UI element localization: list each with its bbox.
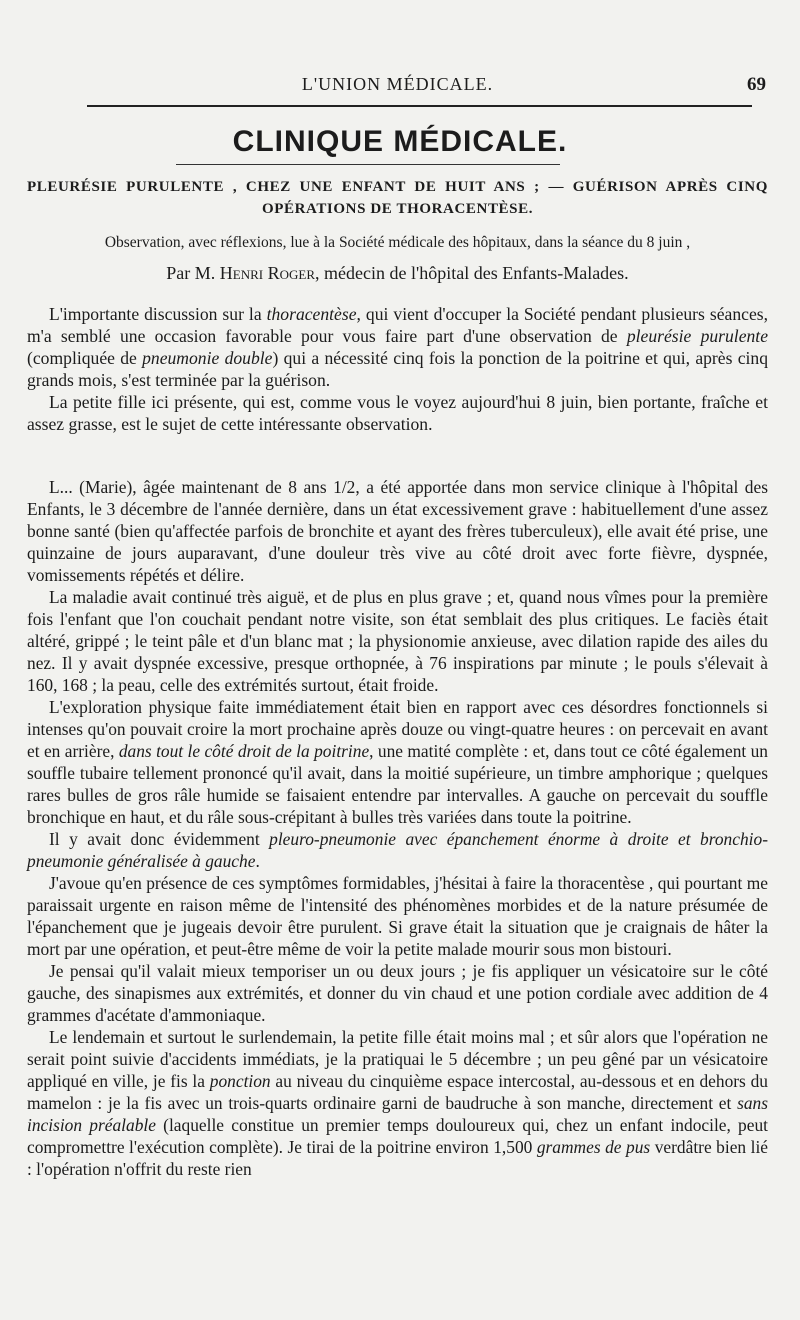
text-run: Il y avait donc évidemment <box>49 829 270 849</box>
italic-run: sans incision préalable <box>27 1093 768 1135</box>
running-title: L'UNION MÉDICALE. <box>301 74 494 94</box>
author-name: Henri Roger <box>219 263 316 283</box>
text-run: (compliquée de <box>27 348 143 368</box>
text-run: L'importante discussion sur la <box>49 304 267 324</box>
intro-text <box>27 303 768 435</box>
text-run: (laquelle constitue un premier temps douloureux qui, chez un enfant indocile, peut compromettre l'exécution complète). Je tirai de la poitrine environ 1,500 <box>27 1115 769 1157</box>
text-run: L'exploration physique faite immédiatement était bien en rapport avec ces désordres fonctionnels si intenses qu'on pouvait croire la mort prochaine après douze ou vingt-quatre heures : on percevait en avant et en arrière, <box>27 697 768 761</box>
article-subtitle: Observation, avec réflexions, lue à la Société médicale des hôpitaux, dans la séance du 8 juin , <box>104 234 691 251</box>
italic-run: thoracentèse <box>266 304 357 324</box>
italic-run: pneumonie double <box>142 348 273 368</box>
italic-run: dans tout le côté droit de la poitrine <box>118 741 370 761</box>
byline <box>27 262 768 284</box>
italic-run: grammes de pus <box>536 1137 651 1157</box>
text-run: Le lendemain et surtout le surlendemain, la petite fille était moins mal ; et sûr alors que l'opération ne serait point suivie d'accidents immédiats, je la pratiquai le 5 décembre ; un peu gêné par un vésicatoire appliqué en ville, je fis la <box>27 1027 768 1091</box>
page-number: 69 <box>747 74 766 95</box>
paragraph-course: La maladie avait continué très aiguë, et de plus en plus grave ; et, quand nous vîmes pour la première fois l'enfant que l'on couchait pendant notre visite, son état semblait des plus critiques. Le faciès était altéré, grippé ; le teint pâle et d'un blanc mat ; la physionomie anxieuse, avec dilation rapide des ailes du nez. Il y avait dyspnée excessive, presque orthopnée, à 76 inspirations par minute ; le pouls s'élevait à 160, 168 ; la peau, celle des extrémités surtout, était froide. <box>27 587 768 695</box>
paragraph-hesitation: J'avoue qu'en présence de ces symptômes formidables, j'hésitai à faire la thoracentèse , qui pourtant me paraissait urgente en raison même de l'intensité des phénomènes morbides et de la nature présumée de l'épanchement que je jugeais devoir être purulent. Si grave était la situation que je craignais de hâter la mort par une opération, et peut-être même de voir la petite malade mourir sous mon bistouri. <box>27 873 768 959</box>
text-run: . <box>255 851 260 871</box>
paragraph-diagnosis <box>27 828 768 872</box>
paragraph-treatment: Je pensai qu'il valait mieux temporiser un ou deux jours ; je fis appliquer un vésicatoire sur le côté gauche, des sinapismes aux extrémités, et donner du vin chaud et une potion cordiale avec addition de 4 grammes d'acétate d'ammoniaque. <box>27 961 768 1025</box>
byline-prefix: Par M. <box>166 263 220 283</box>
italic-run: pleurésie purulente <box>626 326 768 346</box>
text-run: verdâtre bien lié : l'opération n'offrit du reste rien <box>27 1137 769 1179</box>
text-run: ) qui a nécessité cinq fois la ponction de la poitrine et qui, après cinq grands mois, s'est terminée par la guérison. <box>27 348 769 390</box>
paragraph-exploration <box>27 696 768 828</box>
paragraph-presentation: La petite fille ici présente, qui est, comme vous le voyez aujourd'hui 8 juin, bien portante, fraîche et assez grasse, est le sujet de cette intéressante observation. <box>27 392 768 434</box>
text-run: , une matité complète : et, dans tout ce côté également un souffle tubaire tellement prononcé qu'il avait, dans la moitié supérieure, un timbre amphorique ; quelques rares bulles de gros râle humide se faisaient entendre par intervalles. A gauche on percevait du souffle bronchique en haut, et du râle sous-crépitant à bulles très variées dans toute la poitrine. <box>27 741 769 827</box>
section-title: CLINIQUE MÉDICALE. <box>232 125 568 158</box>
text-run: au niveau du cinquième espace intercostal, au-dessous et en dehors du mamelon : je la fis avec un trois-quarts ordinaire garni de baudruche à son manche, directement et <box>27 1071 768 1113</box>
title-rule <box>176 164 560 165</box>
paragraph-operation <box>27 1026 768 1180</box>
text-run: , qui vient d'occuper la Société pendant plusieurs séances, m'a semblé une occasion favorable pour vous faire part d'une observation de <box>27 304 768 346</box>
case-text <box>27 476 768 1180</box>
header-rule <box>87 105 752 107</box>
article-title: PLEURÉSIE PURULENTE , CHEZ UNE ENFANT DE HUIT ANS ; — GUÉRISON APRÈS CINQ OPÉRATIONS DE THORACENTÈSE. <box>27 179 768 217</box>
italic-run: ponction <box>209 1071 271 1091</box>
running-head <box>27 74 768 100</box>
paragraph-intro <box>27 303 768 391</box>
italic-run: pleuro-pneumonie avec épanchement énorme à droite et bronchio-pneumonie généralisée à gauche <box>27 829 768 871</box>
byline-suffix: , médecin de l'hôpital des Enfants-Malades. <box>315 263 629 283</box>
paragraph-case-history: L... (Marie), âgée maintenant de 8 ans 1/2, a été apportée dans mon service clinique à l'hôpital des Enfants, le 3 décembre de l'année dernière, dans un état excessivement grave : habituellement d'une assez bonne santé (bien qu'affectée parfois de bronchite et ayant des frères tuberculeux), elle avait été prise, une quinzaine de jours auparavant, d'une douleur très vive au côté droit avec forte fièvre, dyspnée, vomissements répétés et délire. <box>27 477 768 585</box>
